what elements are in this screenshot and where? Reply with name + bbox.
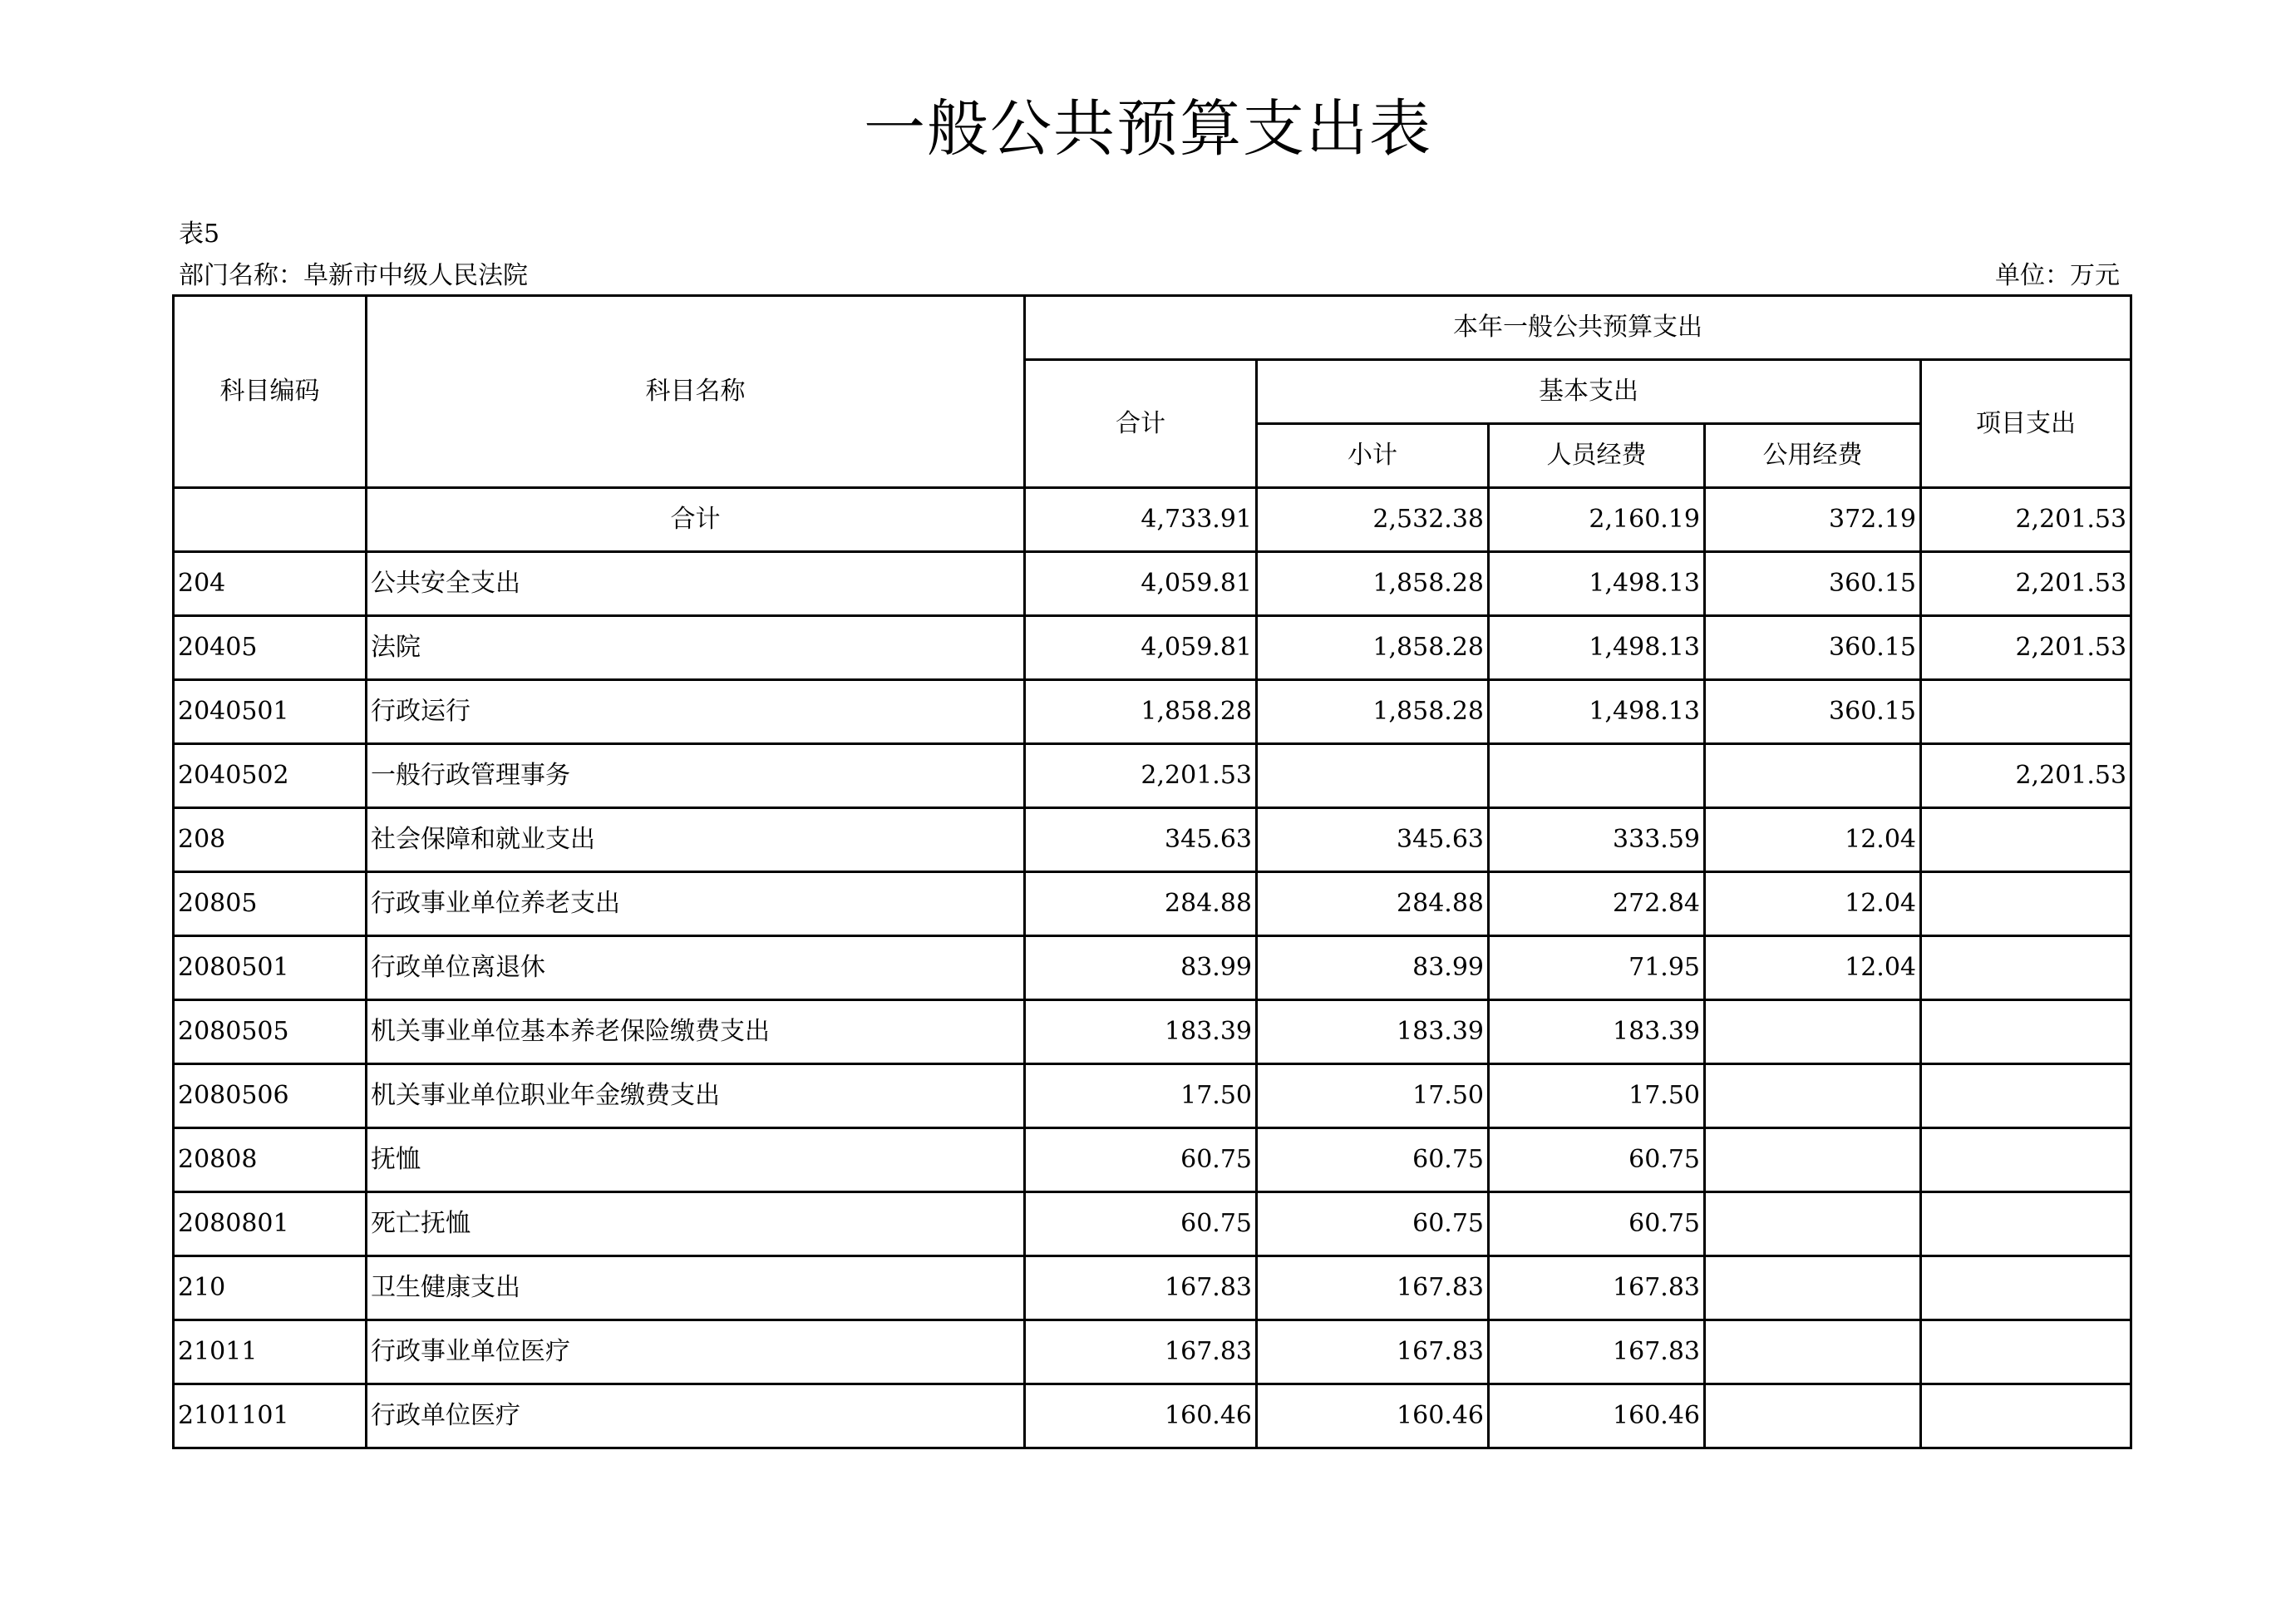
- cell-name: 公共安全支出: [367, 552, 1025, 616]
- cell-project: [1921, 808, 2131, 872]
- cell-personnel: 160.46: [1489, 1384, 1705, 1448]
- header-code: 科目编码: [174, 296, 367, 488]
- table-row: [174, 1128, 2131, 1192]
- cell-project: [1921, 1192, 2131, 1256]
- table-row: [174, 808, 2131, 872]
- table-row: [174, 680, 2131, 744]
- cell-subtotal: 1,858.28: [1257, 616, 1489, 680]
- cell-name: 行政单位医疗: [367, 1384, 1025, 1448]
- table-row: [174, 872, 2131, 936]
- cell-subtotal: 60.75: [1257, 1128, 1489, 1192]
- cell-code: 20805: [174, 872, 367, 936]
- cell-personnel: 2,160.19: [1489, 488, 1705, 552]
- cell-subtotal: 60.75: [1257, 1192, 1489, 1256]
- cell-total: 160.46: [1025, 1384, 1257, 1448]
- cell-public: [1705, 744, 1921, 808]
- cell-name: 法院: [367, 616, 1025, 680]
- cell-public: 360.15: [1705, 552, 1921, 616]
- cell-personnel: 71.95: [1489, 936, 1705, 1000]
- cell-public: 372.19: [1705, 488, 1921, 552]
- cell-total: 345.63: [1025, 808, 1257, 872]
- cell-personnel: 167.83: [1489, 1256, 1705, 1320]
- cell-public: [1705, 1256, 1921, 1320]
- cell-name: 机关事业单位职业年金缴费支出: [367, 1064, 1025, 1128]
- table-row: [174, 1320, 2131, 1384]
- cell-personnel: [1489, 744, 1705, 808]
- cell-public: [1705, 1064, 1921, 1128]
- cell-personnel: 167.83: [1489, 1320, 1705, 1384]
- cell-project: [1921, 936, 2131, 1000]
- cell-code: 20808: [174, 1128, 367, 1192]
- header-basic: 基本支出: [1257, 360, 1921, 424]
- cell-name: 卫生健康支出: [367, 1256, 1025, 1320]
- cell-total: 284.88: [1025, 872, 1257, 936]
- cell-name: 行政单位离退休: [367, 936, 1025, 1000]
- cell-code: 204: [174, 552, 367, 616]
- cell-code: 2080501: [174, 936, 367, 1000]
- cell-subtotal: 183.39: [1257, 1000, 1489, 1064]
- cell-subtotal: 83.99: [1257, 936, 1489, 1000]
- cell-code: 21011: [174, 1320, 367, 1384]
- cell-subtotal: 160.46: [1257, 1384, 1489, 1448]
- cell-code: 20405: [174, 616, 367, 680]
- cell-public: [1705, 1000, 1921, 1064]
- form-number: 表5: [179, 220, 220, 249]
- cell-personnel: 1,498.13: [1489, 616, 1705, 680]
- table-row: [174, 1256, 2131, 1320]
- cell-code: 2101101: [174, 1384, 367, 1448]
- cell-total: 4,059.81: [1025, 552, 1257, 616]
- cell-name: 行政事业单位养老支出: [367, 872, 1025, 936]
- cell-code: 208: [174, 808, 367, 872]
- cell-total: 60.75: [1025, 1128, 1257, 1192]
- page-title: 一般公共预算支出表: [864, 93, 1432, 165]
- header-name: 科目名称: [367, 296, 1025, 488]
- cell-subtotal: 2,532.38: [1257, 488, 1489, 552]
- cell-name: 社会保障和就业支出: [367, 808, 1025, 872]
- cell-project: [1921, 1064, 2131, 1128]
- cell-name: 行政事业单位医疗: [367, 1320, 1025, 1384]
- header-subtotal: 小计: [1257, 424, 1489, 488]
- cell-name: 合计: [367, 488, 1025, 552]
- cell-code: 210: [174, 1256, 367, 1320]
- cell-subtotal: 167.83: [1257, 1320, 1489, 1384]
- cell-subtotal: [1257, 744, 1489, 808]
- cell-personnel: 272.84: [1489, 872, 1705, 936]
- cell-public: 360.15: [1705, 680, 1921, 744]
- table-row: [174, 744, 2131, 808]
- cell-personnel: 60.75: [1489, 1128, 1705, 1192]
- cell-public: [1705, 1192, 1921, 1256]
- cell-personnel: 333.59: [1489, 808, 1705, 872]
- cell-name: 死亡抚恤: [367, 1192, 1025, 1256]
- cell-project: 2,201.53: [1921, 616, 2131, 680]
- cell-subtotal: 284.88: [1257, 872, 1489, 936]
- cell-public: [1705, 1320, 1921, 1384]
- cell-public: 12.04: [1705, 808, 1921, 872]
- cell-project: [1921, 1256, 2131, 1320]
- table-row: [174, 552, 2131, 616]
- cell-project: [1921, 680, 2131, 744]
- table-row: [174, 1384, 2131, 1448]
- budget-table: [172, 294, 2132, 1449]
- cell-project: 2,201.53: [1921, 744, 2131, 808]
- cell-project: [1921, 1128, 2131, 1192]
- cell-total: 83.99: [1025, 936, 1257, 1000]
- cell-personnel: 183.39: [1489, 1000, 1705, 1064]
- cell-public: [1705, 1384, 1921, 1448]
- cell-total: 2,201.53: [1025, 744, 1257, 808]
- header-total: 合计: [1025, 360, 1257, 488]
- header-project: 项目支出: [1921, 360, 2131, 488]
- cell-personnel: 1,498.13: [1489, 552, 1705, 616]
- cell-code: 2040502: [174, 744, 367, 808]
- cell-total: 17.50: [1025, 1064, 1257, 1128]
- cell-code: 2080506: [174, 1064, 367, 1128]
- cell-public: 12.04: [1705, 936, 1921, 1000]
- cell-code: 2040501: [174, 680, 367, 744]
- cell-subtotal: 345.63: [1257, 808, 1489, 872]
- cell-project: [1921, 1384, 2131, 1448]
- cell-personnel: 60.75: [1489, 1192, 1705, 1256]
- header-public: 公用经费: [1705, 424, 1921, 488]
- cell-total: 4,059.81: [1025, 616, 1257, 680]
- header-group: 本年一般公共预算支出: [1025, 296, 2131, 360]
- cell-total: 60.75: [1025, 1192, 1257, 1256]
- table-row: [174, 936, 2131, 1000]
- table-row: [174, 1000, 2131, 1064]
- cell-total: 167.83: [1025, 1320, 1257, 1384]
- cell-project: 2,201.53: [1921, 488, 2131, 552]
- department-name: 部门名称：阜新市中级人民法院: [179, 261, 528, 290]
- table-body: [174, 488, 2131, 1448]
- cell-subtotal: 167.83: [1257, 1256, 1489, 1320]
- cell-total: 183.39: [1025, 1000, 1257, 1064]
- cell-subtotal: 1,858.28: [1257, 552, 1489, 616]
- cell-code: 2080505: [174, 1000, 367, 1064]
- cell-personnel: 17.50: [1489, 1064, 1705, 1128]
- cell-public: 360.15: [1705, 616, 1921, 680]
- table-row: [174, 1064, 2131, 1128]
- cell-project: [1921, 872, 2131, 936]
- cell-total: 1,858.28: [1025, 680, 1257, 744]
- header-personnel: 人员经费: [1489, 424, 1705, 488]
- cell-subtotal: 17.50: [1257, 1064, 1489, 1128]
- cell-public: 12.04: [1705, 872, 1921, 936]
- table-row: [174, 1192, 2131, 1256]
- cell-name: 行政运行: [367, 680, 1025, 744]
- cell-total: 167.83: [1025, 1256, 1257, 1320]
- cell-public: [1705, 1128, 1921, 1192]
- cell-personnel: 1,498.13: [1489, 680, 1705, 744]
- cell-project: [1921, 1000, 2131, 1064]
- cell-code: [174, 488, 367, 552]
- cell-subtotal: 1,858.28: [1257, 680, 1489, 744]
- table-row: [174, 616, 2131, 680]
- cell-name: 一般行政管理事务: [367, 744, 1025, 808]
- cell-name: 抚恤: [367, 1128, 1025, 1192]
- cell-total: 4,733.91: [1025, 488, 1257, 552]
- cell-code: 2080801: [174, 1192, 367, 1256]
- cell-project: [1921, 1320, 2131, 1384]
- cell-name: 机关事业单位基本养老保险缴费支出: [367, 1000, 1025, 1064]
- cell-project: 2,201.53: [1921, 552, 2131, 616]
- table-row: [174, 488, 2131, 552]
- unit-label: 单位：万元: [1995, 261, 2120, 290]
